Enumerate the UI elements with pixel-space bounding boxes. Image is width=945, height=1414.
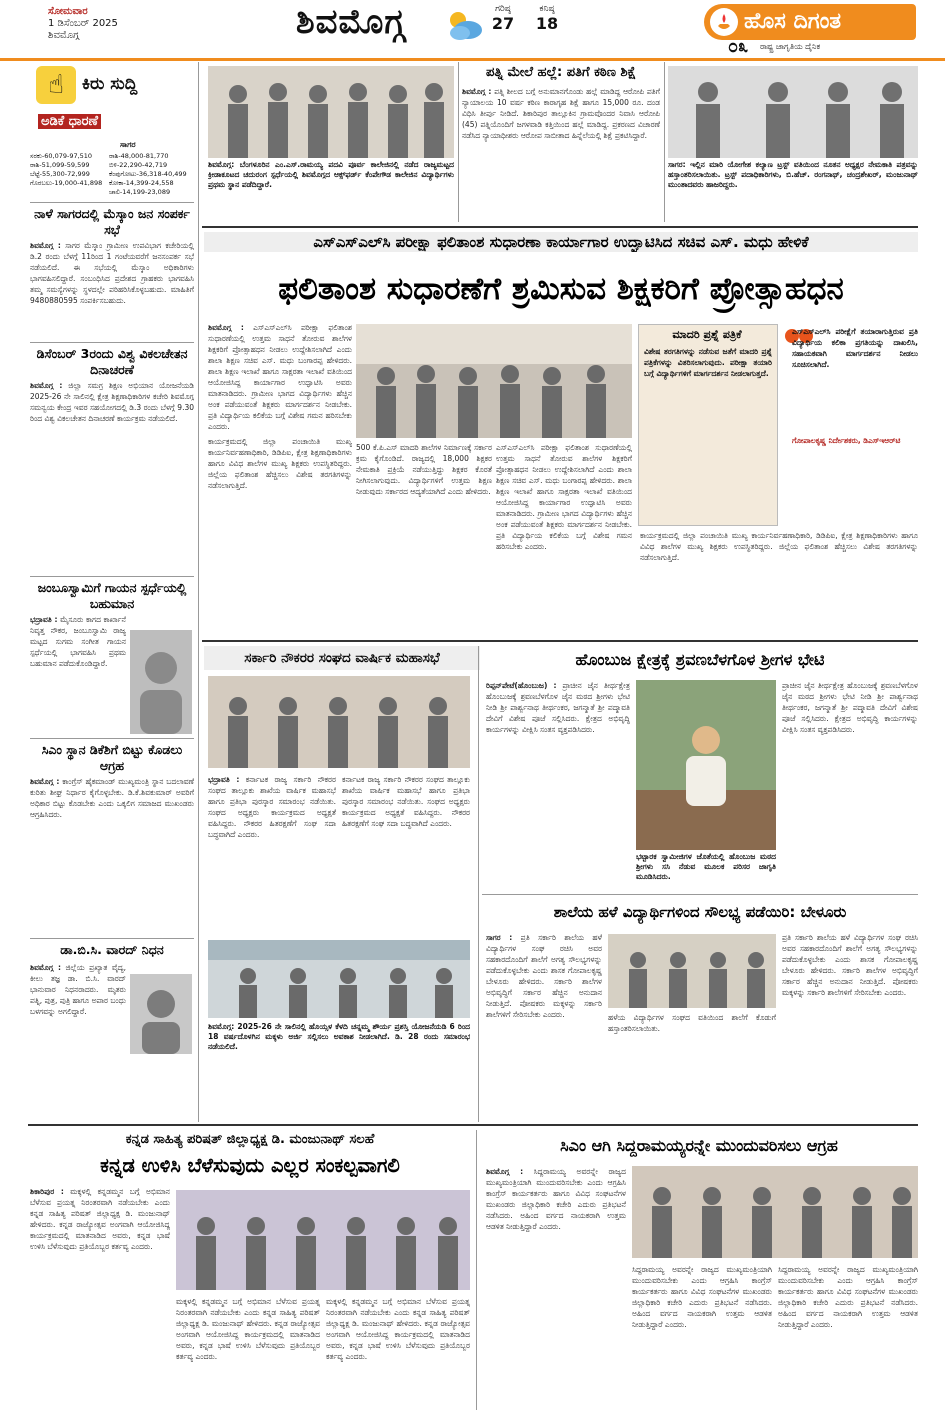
lamp-icon bbox=[710, 8, 738, 36]
rate-cell: ಬೆಟ್ಟೆ-55,300-72,999 bbox=[30, 170, 90, 178]
rate-cell: ರಾಶಿ-51,099-59,599 bbox=[30, 161, 90, 169]
lead-body-col4: ಕಾರ್ಯಕ್ರಮದಲ್ಲಿ ಜಿಲ್ಲಾ ಪಂಚಾಯಿತಿ ಮುಖ್ಯ ಕಾರ್ಯನಿರ್ವಹಣಾಧಿಕಾರಿ, ಡಿಡಿಪಿಐ, ಕ್ಷೇತ್ರ ಶಿಕ್ಷಣಾಧಿಕಾರಿಗಳು ಹಾಗೂ ವಿವಿಧ ಶಾಲೆಗಳ ಮುಖ್ಯ ಶಿಕ್ಷಕರು ಉಪಸ್ಥಿತರಿದ್ದರು. ಜಿಲ್ಲೆಯ ಫಲಿತಾಂಶ ಹೆಚ್ಚಿಸಲು ವಿಶೇಷ ತರಗತಿಗಳನ್ನು ನಡೆಸಲಾಗುತ್ತಿದೆ. bbox=[640, 531, 918, 562]
rate-cell: ಸರಕು-60,079-97,510 bbox=[30, 152, 93, 160]
adike-rates-table bbox=[30, 152, 194, 197]
chess-winners-caption: ಶಿವಮೊಗ್ಗ: ಬೆಂಗಳೂರಿನ ಎಂ.ಎಸ್.ರಾಮಯ್ಯ ಪದವಿ ಪೂರ್ವ ಕಾಲೇಜಿನಲ್ಲಿ ನಡೆದ ರಾಜ್ಯಮಟ್ಟದ ಕ್ರೀಡಾಕೂಟದ ಚದುರಂಗ ಸ್ಪರ್ಧೆಯಲ್ಲಿ ಶಿವಮೊಗ್ಗದ ಆಕ್ಸ್‌ಫರ್ಡ್ ಕೆಂಪೇಗೌಡ ಕಾಲೇಜಿನ ವಿದ್ಯಾರ್ಥಿಗಳು ಪ್ರಥಮ ಸ್ಥಾನ ಪಡೆದಿದ್ದಾರೆ. bbox=[208, 160, 454, 189]
cm-body-col1: ಶಿವಮೊಗ್ಗ : ಸಿದ್ದರಾಮಯ್ಯ ಅವರನ್ನೇ ರಾಜ್ಯದ ಮುಖ್ಯಮಂತ್ರಿಯಾಗಿ ಮುಂದುವರಿಸಬೇಕು ಎಂದು ಆಗ್ರಹಿಸಿ ಕಾಂಗ್ರೆಸ್ ಕಾರ್ಯಕರ್ತರು ಹಾಗೂ ವಿವಿಧ ಸಂಘಟನೆಗಳ ಮುಖಂಡರು ಜಿಲ್ಲಾಧಿಕಾರಿ ಕಚೇರಿ ಎದುರು ಪ್ರತಿಭಟನೆ ನಡೆಸಿದರು. ಅಹಿಂದ ವರ್ಗದ ನಾಯಕರಾಗಿ ಉತ್ತಮ ಆಡಳಿತ ನೀಡುತ್ತಿದ್ದಾರೆ ಎಂದರು. bbox=[486, 1167, 626, 1231]
brand-logo: ಹೊಸ ದಿಗಂತ bbox=[704, 4, 916, 40]
side-story-4-body: ಶಿವಮೊಗ್ಗ : ಕಾಂಗ್ರೆಸ್ ಹೈಕಮಾಂಡ್ ಮುಖ್ಯಮಂತ್ರಿ ಸ್ಥಾನ ಬದಲಾವಣೆ ಕುರಿತು ಶೀಘ್ರ ನಿರ್ಧಾರ ಕೈಗೊಳ್ಳಬೇಕು. ಡಿ.ಕೆ.ಶಿವಕುಮಾರ್ ಅವರಿಗೆ ಅಧಿಕಾರ ಬಿಟ್ಟು ಕೊಡಬೇಕು ಎಂದು ಒಕ್ಕಲಿಗ ಸಮಾಜದ ಮುಖಂಡರು ಆಗ್ರಹಿಸಿದರು. bbox=[30, 777, 194, 819]
hombuja-body-col1: ರಿಪ್ಪನ್‌ಪೇಟೆ(ಹೊಂಬುಜ) : ಪ್ರಾಚೀನ ಜೈನ ತೀರ್ಥಕ್ಷೇತ್ರ ಹೊಂಬುಜಕ್ಕೆ ಶ್ರವಣಬೆಳಗೊಳ ಜೈನ ಮಠದ ಶ್ರೀಗಳು ಭೇಟಿ ನೀಡಿ ಶ್ರೀ ಪಾರ್ಶ್ವನಾಥ ತೀರ್ಥಂಕರ, ಜಗನ್ಮಾತೆ ಶ್ರೀ ಪದ್ಮಾವತಿ ದೇವಿಗೆ ವಿಶೇಷ ಪೂಜೆ ಸಲ್ಲಿಸಿದರು. ಕ್ಷೇತ್ರದ ಅಭಿವೃದ್ಧಿ ಕಾರ್ಯಗಳನ್ನು ವೀಕ್ಷಿಸಿ ಸಂತಸ ವ್ಯಕ್ತಪಡಿಸಿದರು. bbox=[486, 681, 630, 734]
date-block bbox=[48, 6, 118, 42]
cm-headline: ಸಿಎಂ ಆಗಿ ಸಿದ್ದರಾಮಯ್ಯರನ್ನೇ ಮುಂದುವರಿಸಲು ಆಗ್ರಹ bbox=[560, 1136, 838, 1155]
rate-row bbox=[30, 161, 194, 170]
govt-photo bbox=[208, 676, 470, 768]
rate-cell bbox=[30, 188, 109, 197]
kiru-suddi-title: ಕಿರು ಸುದ್ದಿ bbox=[82, 74, 138, 94]
rate-cell: ಕೋಕಾ-14,399-24,558 bbox=[109, 179, 174, 187]
cm-body-col3: ಸಿದ್ದರಾಮಯ್ಯ ಅವರನ್ನೇ ರಾಜ್ಯದ ಮುಖ್ಯಮಂತ್ರಿಯಾಗಿ ಮುಂದುವರಿಸಬೇಕು ಎಂದು ಆಗ್ರಹಿಸಿ ಕಾಂಗ್ರೆಸ್ ಕಾರ್ಯಕರ್ತರು ಹಾಗೂ ವಿವಿಧ ಸಂಘಟನೆಗಳ ಮುಖಂಡರು ಜಿಲ್ಲಾಧಿಕಾರಿ ಕಚೇರಿ ಎದುರು ಪ್ರತಿಭಟನೆ ನಡೆಸಿದರು. ಅಹಿಂದ ವರ್ಗದ ನಾಯಕರಾಗಿ ಉತ್ತಮ ಆಡಳಿತ ನೀಡುತ್ತಿದ್ದಾರೆ ಎಂದರು. bbox=[778, 1265, 918, 1329]
hombuja-head: ಹೊಂಬುಜ ಕ್ಷೇತ್ರಕ್ಕೆ ಶ್ರವಣಬೆಳಗೊಳ ಶ್ರೀಗಳ ಭೇಟಿ bbox=[575, 650, 825, 669]
rate-row bbox=[30, 170, 194, 179]
lead-body-col2: 500 ಕೆ.ಪಿ.ಎಸ್ ಮಾದರಿ ಶಾಲೆಗಳ ನಿರ್ಮಾಣಕ್ಕೆ ಸರ್ಕಾರ ಕ್ರಮ ಕೈಗೊಂಡಿದೆ. ರಾಜ್ಯದಲ್ಲಿ 18,000 ಶಿಕ್ಷಕರ ನೇಮಕಾತಿ ಪ್ರಕ್ರಿಯೆ ನಡೆಯುತ್ತಿದ್ದು ಶಿಕ್ಷಕರ ಕೊರತೆ ನೀಗಿಸಲಾಗುವುದು. ವಿದ್ಯಾರ್ಥಿಗಳಿಗೆ ಉತ್ತಮ ಶಿಕ್ಷಣ ನೀಡುವುದು ಸರ್ಕಾರದ ಆದ್ಯತೆಯಾಗಿದೆ ಎಂದು ಹೇಳಿದರು. bbox=[356, 443, 492, 496]
city-title: ಶಿವಮೊಗ್ಗ bbox=[296, 2, 406, 42]
brand-tagline: ರಾಷ್ಟ್ರ ಜಾಗೃತಿಯ ದೈನಿಕ bbox=[760, 42, 821, 51]
award-photo bbox=[208, 940, 470, 1018]
school-photo bbox=[608, 934, 776, 1008]
cm-photo bbox=[632, 1166, 918, 1258]
rate-row bbox=[30, 152, 194, 161]
weekday: ಸೋಮವಾರ bbox=[48, 6, 88, 17]
lead-body-col3: ಎಸ್‌ಎಸ್‌ಎಲ್‌ಸಿ ಪರೀಕ್ಷಾ ಫಲಿತಾಂಶ ಸುಧಾರಣೆಯಲ್ಲಿ ಉತ್ತಮ ಸಾಧನೆ ತೋರುವ ಶಾಲೆಗಳ ಶಿಕ್ಷಕರಿಗೆ ಪ್ರೋತ್ಸಾಹಧನ ನೀಡಲು ಉದ್ದೇಶಿಸಲಾಗಿದೆ ಎಂದು ಶಾಲಾ ಶಿಕ್ಷಣ ಸಚಿವ ಎಸ್. ಮಧು ಬಂಗಾರಪ್ಪ ಹೇಳಿದರು. ಶಾಲಾ ಶಿಕ್ಷಣ ಇಲಾಖೆ ಹಾಗೂ ಸಾಕ್ಷರತಾ ಇಲಾಖೆ ವತಿಯಿಂದ ಆಯೋಜಿಸಿದ್ದ ಕಾರ್ಯಾಗಾರ ಉದ್ಘಾಟಿಸಿ ಅವರು ಮಾತನಾಡಿದರು. ಗ್ರಾಮೀಣ ಭಾಗದ ವಿದ್ಯಾರ್ಥಿಗಳು ಹೆಚ್ಚಿನ ಅಂಕ ಪಡೆಯುವಂತೆ ಶಿಕ್ಷಕರು ಮಾರ್ಗದರ್ಶನ ನೀಡಬೇಕು. ಪ್ರತಿ ವಿದ್ಯಾರ್ಥಿಯ ಕಲಿಕೆಯ ಬಗ್ಗೆ ವಿಶೇಷ ಗಮನ ಹರಿಸಬೇಕು ಎಂದರು. bbox=[496, 443, 632, 551]
govt-story-head: ಸರ್ಕಾರಿ ನೌಕರರ ಸಂಘದ ವಾರ್ಷಿಕ ಮಹಾಸಭೆ bbox=[204, 646, 480, 670]
rate-row bbox=[30, 179, 194, 188]
hombuja-caption: ಭಟ್ಟಾರಕ ಸ್ವಾಮೀಜಿಗಳ ಜೊತೆಯಲ್ಲಿ ಹೊಂಬುಜ ಮಠದ ಶ್ರೀಗಳು ಸಸಿ ನೆಡುವ ಮೂಲಕ ಪರಿಸರ ಜಾಗೃತಿ ಮೂಡಿಸಿದರು. bbox=[636, 852, 776, 881]
date: 1 ಡಿಸೆಂಬರ್ 2025 bbox=[48, 18, 118, 29]
school-body-col2: ಹಳೆಯ ವಿದ್ಯಾರ್ಥಿಗಳ ಸಂಘದ ವತಿಯಿಂದ ಶಾಲೆಗೆ ಕೊಡುಗೆ ಹಸ್ತಾಂತರಿಸಲಾಯಿತು. bbox=[608, 1013, 776, 1033]
lead-kicker: ಎಸ್‌ಎಸ್‌ಎಲ್‌ಸಿ ಪರೀಕ್ಷಾ ಫಲಿತಾಂಶ ಸುಧಾರಣಾ ಕಾರ್ಯಾಗಾರ ಉದ್ಘಾಟಿಸಿದ ಸಚಿವ ಎಸ್. ಮಧು ಹೇಳಿಕೆ bbox=[204, 232, 918, 252]
kannada-photo bbox=[176, 1190, 470, 1290]
side-story-2-head: ಡಿಸೆಂಬರ್ 3ರಂದು ವಿಶ್ವ ವಿಕಲಚೇತನ ದಿನಾಚರಣೆ bbox=[36, 346, 188, 377]
rate-cell: ಗೊರಬಲು-19,000-41,898 bbox=[30, 179, 103, 187]
school-head: ಶಾಲೆಯ ಹಳೆ ವಿದ್ಯಾರ್ಥಿಗಳಿಂದ ಸೌಲಭ್ಯ ಪಡೆಯಿರಿ: ಬೇಳೂರು bbox=[553, 903, 847, 921]
kannada-body-col2: ಮಕ್ಕಳಲ್ಲಿ ಕನ್ನಡಮ್ಮನ ಬಗ್ಗೆ ಅಭಿಮಾನ ಬೆಳೆಸುವ ಪ್ರಯತ್ನ ನಿರಂತರವಾಗಿ ನಡೆಯಬೇಕು ಎಂದು ಕನ್ನಡ ಸಾಹಿತ್ಯ ಪರಿಷತ್ ಜಿಲ್ಲಾಧ್ಯಕ್ಷ ಡಿ. ಮಂಜುನಾಥ್ ಹೇಳಿದರು. ಕನ್ನಡ ರಾಜ್ಯೋತ್ಸವ ಅಂಗವಾಗಿ ಆಯೋಜಿಸಿದ್ದ ಕಾರ್ಯಕ್ರಮದಲ್ಲಿ ಮಾತನಾಡಿದ ಅವರು, ಕನ್ನಡ ಭಾಷೆ ಉಳಿಸಿ ಬೆಳೆಸುವುದು ಪ್ರತಿಯೊಬ್ಬರ ಕರ್ತವ್ಯ ಎಂದರು. bbox=[176, 1297, 320, 1361]
school-body-col3: ಪ್ರತಿ ಸರ್ಕಾರಿ ಶಾಲೆಯ ಹಳೆ ವಿದ್ಯಾರ್ಥಿಗಳ ಸಂಘ ರಚಿಸಿ ಅವರ ಸಹಕಾರದೊಂದಿಗೆ ಶಾಲೆಗೆ ಅಗತ್ಯ ಸೌಲಭ್ಯಗಳನ್ನು ಪಡೆದುಕೊಳ್ಳಬೇಕು ಎಂದು ಶಾಸಕ ಗೋಪಾಲಕೃಷ್ಣ ಬೇಳೂರು ಹೇಳಿದರು. ಸರ್ಕಾರಿ ಶಾಲೆಗಳ ಅಭಿವೃದ್ಧಿಗೆ ಸರ್ಕಾರ ಹೆಚ್ಚಿನ ಅನುದಾನ ನೀಡುತ್ತಿದೆ. ಪೋಷಕರು ಮಕ್ಕಳನ್ನು ಸರ್ಕಾರಿ ಶಾಲೆಗಳಿಗೆ ಸೇರಿಸಬೇಕು ಎಂದರು. bbox=[782, 933, 918, 997]
govt-body-col1: ಭದ್ರಾವತಿ : ಕರ್ನಾಟಕ ರಾಜ್ಯ ಸರ್ಕಾರಿ ನೌಕರರ ಸಂಘದ ತಾಲ್ಲೂಕು ಶಾಖೆಯ ವಾರ್ಷಿಕ ಮಹಾಸಭೆ ಹಾಗೂ ಪ್ರತಿಭಾ ಪುರಸ್ಕಾರ ಸಮಾರಂಭ ನಡೆಯಿತು. ಸಂಘದ ಅಧ್ಯಕ್ಷರು ಕಾರ್ಯಕ್ರಮದ ಅಧ್ಯಕ್ಷತೆ ವಹಿಸಿದ್ದರು. ನೌಕರರ ಹಿತರಕ್ಷಣೆಗೆ ಸಂಘ ಸದಾ ಬದ್ಧವಾಗಿದೆ ಎಂದರು. bbox=[208, 775, 336, 839]
temp-min: ಕನಿಷ್ಠ 18 bbox=[535, 4, 559, 33]
assault-story-body: ಶಿವಮೊಗ್ಗ : ಪತ್ನಿ ಶೀಲದ ಬಗ್ಗೆ ಅನುಮಾನಗೊಂಡು ಹಲ್ಲೆ ಮಾಡಿದ್ದ ಆರೋಪಿ ಪತಿಗೆ ನ್ಯಾಯಾಲಯ 10 ವರ್ಷ ಕಠಿಣ ಕಾರಾಗೃಹ ಶಿಕ್ಷೆ ಹಾಗೂ 15,000 ರೂ. ದಂಡ ವಿಧಿಸಿ ತೀರ್ಪು ನೀಡಿದೆ. ಶಿಕಾರಿಪುರ ತಾಲ್ಲೂಕಿನ ಗ್ರಾಮವೊಂದರ ನಿವಾಸಿ ಆರೋಪಿ (45) ಪತ್ನಿಯೊಂದಿಗೆ ಜಗಳವಾಡಿ ಕತ್ತಿಯಿಂದ ಹಲ್ಲೆ ಮಾಡಿದ್ದ. ಪ್ರಕರಣದ ವಿಚಾರಣೆ ನಡೆಸಿದ ನ್ಯಾಯಾಧೀಶರು ಆರೋಪ ಸಾಬೀತಾದ ಹಿನ್ನೆಲೆಯಲ್ಲಿ ಶಿಕ್ಷೆ ಪ್ರಕಟಿಸಿದ್ದಾರೆ. bbox=[462, 87, 660, 140]
govt-body-col2: ಕರ್ನಾಟಕ ರಾಜ್ಯ ಸರ್ಕಾರಿ ನೌಕರರ ಸಂಘದ ತಾಲ್ಲೂಕು ಶಾಖೆಯ ವಾರ್ಷಿಕ ಮಹಾಸಭೆ ಹಾಗೂ ಪ್ರತಿಭಾ ಪುರಸ್ಕಾರ ಸಮಾರಂಭ ನಡೆಯಿತು. ಸಂಘದ ಅಧ್ಯಕ್ಷರು ಕಾರ್ಯಕ್ರಮದ ಅಧ್ಯಕ್ಷತೆ ವಹಿಸಿದ್ದರು. ನೌಕರರ ಹಿತರಕ್ಷಣೆಗೆ ಸಂಘ ಸದಾ ಬದ್ಧವಾಗಿದೆ ಎಂದರು. bbox=[342, 775, 470, 828]
portrait-photo bbox=[130, 630, 192, 734]
trust-photo bbox=[668, 66, 918, 158]
cm-body-col2: ಸಿದ್ದರಾಮಯ್ಯ ಅವರನ್ನೇ ರಾಜ್ಯದ ಮುಖ್ಯಮಂತ್ರಿಯಾಗಿ ಮುಂದುವರಿಸಬೇಕು ಎಂದು ಆಗ್ರಹಿಸಿ ಕಾಂಗ್ರೆಸ್ ಕಾರ್ಯಕರ್ತರು ಹಾಗೂ ವಿವಿಧ ಸಂಘಟನೆಗಳ ಮುಖಂಡರು ಜಿಲ್ಲಾಧಿಕಾರಿ ಕಚೇರಿ ಎದುರು ಪ್ರತಿಭಟನೆ ನಡೆಸಿದರು. ಅಹಿಂದ ವರ್ಗದ ನಾಯಕರಾಗಿ ಉತ್ತಮ ಆಡಳಿತ ನೀಡುತ್ತಿದ್ದಾರೆ ಎಂದರು. bbox=[632, 1265, 772, 1329]
lead-body-col1: ಶಿವಮೊಗ್ಗ : ಎಸ್‌ಎಸ್‌ಎಲ್‌ಸಿ ಪರೀಕ್ಷಾ ಫಲಿತಾಂಶ ಸುಧಾರಣೆಯಲ್ಲಿ ಉತ್ತಮ ಸಾಧನೆ ತೋರುವ ಶಾಲೆಗಳ ಶಿಕ್ಷಕರಿಗೆ ಪ್ರೋತ್ಸಾಹಧನ ನೀಡಲು ಉದ್ದೇಶಿಸಲಾಗಿದೆ ಎಂದು ಶಾಲಾ ಶಿಕ್ಷಣ ಸಚಿವ ಎಸ್. ಮಧು ಬಂಗಾರಪ್ಪ ಹೇಳಿದರು. ಶಾಲಾ ಶಿಕ್ಷಣ ಇಲಾಖೆ ಹಾಗೂ ಸಾಕ್ಷರತಾ ಇಲಾಖೆ ವತಿಯಿಂದ ಆಯೋಜಿಸಿದ್ದ ಕಾರ್ಯಾಗಾರ ಉದ್ಘಾಟಿಸಿ ಅವರು ಮಾತನಾಡಿದರು. ಗ್ರಾಮೀಣ ಭಾಗದ ವಿದ್ಯಾರ್ಥಿಗಳು ಹೆಚ್ಚಿನ ಅಂಕ ಪಡೆಯುವಂತೆ ಶಿಕ್ಷಕರು ಮಾರ್ಗದರ್ಶನ ನೀಡಬೇಕು. ಪ್ರತಿ ವಿದ್ಯಾರ್ಥಿಯ ಕಲಿಕೆಯ ಬಗ್ಗೆ ವಿಶೇಷ ಗಮನ ಹರಿಸಬೇಕು ಎಂದರು. bbox=[208, 323, 352, 431]
hand-icon: ☝ bbox=[36, 66, 76, 104]
temp-max: ಗರಿಷ್ಠ 27 bbox=[491, 4, 515, 33]
edition: ಶಿವಮೊಗ್ಗ bbox=[48, 30, 80, 41]
quote-by: ಗೋಪಾಲಕೃಷ್ಣ ನಿರ್ದೇಶಕರು, ಡಿಎಸ್‌ಇಆರ್‌ಟಿ bbox=[792, 436, 901, 445]
adike-title: ಅಡಿಕೆ ಧಾರಣೆ bbox=[38, 114, 118, 134]
hombuja-body-col3: ಪ್ರಾಚೀನ ಜೈನ ತೀರ್ಥಕ್ಷೇತ್ರ ಹೊಂಬುಜಕ್ಕೆ ಶ್ರವಣಬೆಳಗೊಳ ಜೈನ ಮಠದ ಶ್ರೀಗಳು ಭೇಟಿ ನೀಡಿ ಶ್ರೀ ಪಾರ್ಶ್ವನಾಥ ತೀರ್ಥಂಕರ, ಜಗನ್ಮಾತೆ ಶ್ರೀ ಪದ್ಮಾವತಿ ದೇವಿಗೆ ವಿಶೇಷ ಪೂಜೆ ಸಲ್ಲಿಸಿದರು. ಕ್ಷೇತ್ರದ ಅಭಿವೃದ್ಧಿ ಕಾರ್ಯಗಳನ್ನು ವೀಕ್ಷಿಸಿ ಸಂತಸ ವ್ಯಕ್ತಪಡಿಸಿದರು. bbox=[782, 681, 918, 734]
side-story-1-body: ಶಿವಮೊಗ್ಗ : ಸಾಗರ ಮೆಸ್ಕಾಂ ಗ್ರಾಮೀಣ ಉಪವಿಭಾಗ ಕಚೇರಿಯಲ್ಲಿ ಡಿ.2 ರಂದು ಬೆಳಗ್ಗೆ 11ರಿಂದ 1 ಗಂಟೆಯವರೆಗೆ ಜನಸಂಪರ್ಕ ಸಭೆ ನಡೆಯಲಿದೆ. ಈ ಸಭೆಯಲ್ಲಿ ಮೆಸ್ಕಾಂ ಅಧಿಕಾರಿಗಳು ಭಾಗವಹಿಸಲಿದ್ದಾರೆ. ಸಂಬಂಧಿಸಿದ ಪ್ರದೇಶದ ಗ್ರಾಹಕರು ಭಾಗವಹಿಸಿ ತಮ್ಮ ಸಮಸ್ಯೆಗಳನ್ನು ಸ್ಥಳದಲ್ಲೇ ಪರಿಹರಿಸಿಕೊಳ್ಳಬಹುದು. ಮಾಹಿತಿಗೆ 9480880595 ಸಂಪರ್ಕಿಸಬಹುದು. bbox=[30, 241, 194, 305]
trust-caption: ಸಾಗರ: ಇಲ್ಲಿನ ಮಾರಿ ಯೋಗೇಶ ಕಲ್ಯಾಣ ಟ್ರಸ್ಟ್ ವತಿಯಿಂದ ನೂತನ ಅಧ್ಯಕ್ಷರ ನೇಮಕಾತಿ ಪತ್ರವನ್ನು ಹಸ್ತಾಂತರಿಸಲಾಯಿತು. ಟ್ರಸ್ಟ್ ಪದಾಧಿಕಾರಿಗಳು, ಬಿ.ಹೆಚ್. ರಂಗನಾಥ್, ಚಂದ್ರಶೇಖರ್, ಮಂಜುನಾಥ್ ಮುಂತಾದವರು ಹಾಜರಿದ್ದರು. bbox=[668, 160, 918, 189]
hombuja-photo bbox=[636, 680, 776, 850]
page-number: ೦೩ bbox=[728, 36, 749, 57]
rate-row bbox=[30, 188, 194, 197]
obituary-photo bbox=[130, 974, 192, 1054]
school-body-col1: ಸಾಗರ : ಪ್ರತಿ ಸರ್ಕಾರಿ ಶಾಲೆಯ ಹಳೆ ವಿದ್ಯಾರ್ಥಿಗಳ ಸಂಘ ರಚಿಸಿ ಅವರ ಸಹಕಾರದೊಂದಿಗೆ ಶಾಲೆಗೆ ಅಗತ್ಯ ಸೌಲಭ್ಯಗಳನ್ನು ಪಡೆದುಕೊಳ್ಳಬೇಕು ಎಂದು ಶಾಸಕ ಗೋಪಾಲಕೃಷ್ಣ ಬೇಳೂರು ಹೇಳಿದರು. ಸರ್ಕಾರಿ ಶಾಲೆಗಳ ಅಭಿವೃದ್ಧಿಗೆ ಸರ್ಕಾರ ಹೆಚ್ಚಿನ ಅನುದಾನ ನೀಡುತ್ತಿದೆ. ಪೋಷಕರು ಮಕ್ಕಳನ್ನು ಸರ್ಕಾರಿ ಶಾಲೆಗಳಿಗೆ ಸೇರಿಸಬೇಕು ಎಂದರು. bbox=[486, 933, 602, 1019]
side-story-2-body: ಶಿವಮೊಗ್ಗ : ಜಿಲ್ಲಾ ಸಮಗ್ರ ಶಿಕ್ಷಣ ಅಭಿಯಾನ ಯೋಜನೆಯಡಿ 2025-26 ನೇ ಸಾಲಿನಲ್ಲಿ ಕ್ಷೇತ್ರ ಶಿಕ್ಷಣಾಧಿಕಾರಿಗಳ ಕಚೇರಿ ಶಿವಮೊಗ್ಗ ಸಮನ್ವಯ ಕೇಂದ್ರ ಇವರ ಸಹಯೋಗದಲ್ಲಿ ಡಿ.3 ರಂದು ಬೆಳಗ್ಗೆ 9.30 ರಿಂದ ವಿಶ್ವ ವಿಕಲಚೇತನ ದಿನಾಚರಣೆ ಕಾರ್ಯಕ್ರಮ ನಡೆಯಲಿದೆ. bbox=[30, 381, 194, 423]
kannada-body-col3: ಮಕ್ಕಳಲ್ಲಿ ಕನ್ನಡಮ್ಮನ ಬಗ್ಗೆ ಅಭಿಮಾನ ಬೆಳೆಸುವ ಪ್ರಯತ್ನ ನಿರಂತರವಾಗಿ ನಡೆಯಬೇಕು ಎಂದು ಕನ್ನಡ ಸಾಹಿತ್ಯ ಪರಿಷತ್ ಜಿಲ್ಲಾಧ್ಯಕ್ಷ ಡಿ. ಮಂಜುನಾಥ್ ಹೇಳಿದರು. ಕನ್ನಡ ರಾಜ್ಯೋತ್ಸವ ಅಂಗವಾಗಿ ಆಯೋಜಿಸಿದ್ದ ಕಾರ್ಯಕ್ರಮದಲ್ಲಿ ಮಾತನಾಡಿದ ಅವರು, ಕನ್ನಡ ಭಾಷೆ ಉಳಿಸಿ ಬೆಳೆಸುವುದು ಪ್ರತಿಯೊಬ್ಬರ ಕರ್ತವ್ಯ ಎಂದರು. bbox=[326, 1297, 470, 1361]
side-story-3-body: ಭದ್ರಾವತಿ : ಮೈಸೂರು ಕಾಗದ ಕಾರ್ಖಾನೆ ನಿವೃತ್ತ ನೌಕರ, ಜಂಬೂಸ್ವಾಮಿ ರಾಜ್ಯ ಮಟ್ಟದ ಸುಗಮ ಸಂಗೀತ ಗಾಯನ ಸ್ಪರ್ಧೆಯಲ್ಲಿ ಭಾಗವಹಿಸಿ ಪ್ರಥಮ ಬಹುಮಾನ ಪಡೆದುಕೊಂಡಿದ್ದಾರೆ. bbox=[30, 615, 126, 668]
market-name: ಸಾಗರ bbox=[120, 140, 136, 149]
side-story-4-head: ಸಿಎಂ ಸ್ಥಾನ ಡಿಕೆಶಿಗೆ ಬಿಟ್ಟು ಕೊಡಲು ಆಗ್ರಹ bbox=[41, 742, 183, 773]
award-caption: ಶಿವಮೊಗ್ಗ: 2025-26 ನೇ ಸಾಲಿನಲ್ಲಿ ಹೊಯ್ಸಳ ಕೆಳದಿ ಚನ್ನಮ್ಮ ಶೌರ್ಯ ಪ್ರಶಸ್ತಿ ಯೋಜನೆಯಡಿ 6 ರಿಂದ 18 ವರ್ಷದೊಳಗಿನ ಮಕ್ಕಳು ಅರ್ಜಿ ಸಲ್ಲಿಸಲು ಅವಕಾಶ ನೀಡಲಾಗಿದೆ. ಡಿ. 28 ರಂದು ಸಮಾರಂಭ ನಡೆಯಲಿದೆ. bbox=[208, 1022, 470, 1051]
chess-winners-photo bbox=[208, 66, 454, 158]
side-story-5-head: ಡಾ.ಬಿ.ಸಿ. ವಾರದ್ ನಿಧನ bbox=[60, 942, 164, 957]
lead-headline: ಫಲಿತಾಂಶ ಸುಧಾರಣೆಗೆ ಶ್ರಮಿಸುವ ಶಿಕ್ಷಕರಿಗೆ ಪ್ರೋತ್ಸಾಹಧನ bbox=[278, 271, 844, 307]
lead-body-col1b: ಕಾರ್ಯಕ್ರಮದಲ್ಲಿ ಜಿಲ್ಲಾ ಪಂಚಾಯಿತಿ ಮುಖ್ಯ ಕಾರ್ಯನಿರ್ವಹಣಾಧಿಕಾರಿ, ಡಿಡಿಪಿಐ, ಕ್ಷೇತ್ರ ಶಿಕ್ಷಣಾಧಿಕಾರಿಗಳು ಹಾಗೂ ವಿವಿಧ ಶಾಲೆಗಳ ಮುಖ್ಯ ಶಿಕ್ಷಕರು ಉಪಸ್ಥಿತರಿದ್ದರು. ಜಿಲ್ಲೆಯ ಫಲಿತಾಂಶ ಹೆಚ್ಚಿಸಲು ವಿಶೇಷ ತರಗತಿಗಳನ್ನು ನಡೆಸಲಾಗುತ್ತಿದೆ. bbox=[208, 437, 352, 490]
sample-paper-body: ವಿಶೇಷ ತರಗತಿಗಳನ್ನು ನಡೆಸುವ ಜತೆಗೆ ಮಾದರಿ ಪ್ರಶ್ನೆ ಪತ್ರಿಕೆಗಳನ್ನು ವಿತರಿಸಲಾಗುವುದು. ಪರೀಕ್ಷಾ ತಯಾರಿ ಬಗ್ಗೆ ವಿದ್ಯಾರ್ಥಿಗಳಿಗೆ ಮಾರ್ಗದರ್ಶನ ನೀಡಲಾಗುತ್ತದೆ. bbox=[644, 347, 772, 378]
rate-cell: ರಾಶಿ-48,000-81,770 bbox=[109, 152, 169, 160]
assault-story-head: ಪತ್ನಿ ಮೇಲೆ ಹಲ್ಲೆ: ಪತಿಗೆ ಕಠಿಣ ಶಿಕ್ಷೆ bbox=[485, 65, 637, 80]
side-story-1-head: ನಾಳೆ ಸಾಗರದಲ್ಲಿ ಮೆಸ್ಕಾಂ ಜನ ಸಂಪರ್ಕ ಸಭೆ bbox=[34, 206, 190, 237]
kannada-body-col1: ಶಿಕಾರಿಪುರ : ಮಕ್ಕಳಲ್ಲಿ ಕನ್ನಡಮ್ಮನ ಬಗ್ಗೆ ಅಭಿಮಾನ ಬೆಳೆಸುವ ಪ್ರಯತ್ನ ನಿರಂತರವಾಗಿ ನಡೆಯಬೇಕು ಎಂದು ಕನ್ನಡ ಸಾಹಿತ್ಯ ಪರಿಷತ್ ಜಿಲ್ಲಾಧ್ಯಕ್ಷ ಡಿ. ಮಂಜುನಾಥ್ ಹೇಳಿದರು. ಕನ್ನಡ ರಾಜ್ಯೋತ್ಸವ ಅಂಗವಾಗಿ ಆಯೋಜಿಸಿದ್ದ ಕಾರ್ಯಕ್ರಮದಲ್ಲಿ ಮಾತನಾಡಿದ ಅವರು, ಕನ್ನಡ ಭಾಷೆ ಉಳಿಸಿ ಬೆಳೆಸುವುದು ಪ್ರತಿಯೊಬ್ಬರ ಕರ್ತವ್ಯ ಎಂದರು. bbox=[30, 1187, 170, 1251]
side-story-5-body: ಶಿವಮೊಗ್ಗ : ಜಿಲ್ಲೆಯ ಪ್ರಖ್ಯಾತ ವೈದ್ಯ, ಕೀಲು ತಜ್ಞ ಡಾ. ಬಿ.ಸಿ. ವಾರದ್ ಭಾನುವಾರ ನಿಧನರಾದರು. ಮೃತರು ಪತ್ನಿ, ಪುತ್ರ, ಪುತ್ರಿ ಹಾಗೂ ಅಪಾರ ಬಂಧು ಬಳಗವನ್ನು ಅಗಲಿದ್ದಾರೆ. bbox=[30, 963, 126, 1016]
weather-icon bbox=[442, 6, 486, 46]
quote-text: ಎಸ್‌ಎಸ್‌ಎಲ್‌ಸಿ ಪರೀಕ್ಷೆಗೆ ತಯಾರಾಗುತ್ತಿರುವ ಪ್ರತಿ ವಿದ್ಯಾರ್ಥಿಯ ಕಲಿಕಾ ಪ್ರಗತಿಯನ್ನು ದಾಖಲಿಸಿ, ಸಹಾಯಕವಾಗಿ ಮಾರ್ಗದರ್ಶನ ನೀಡಲು ಸೂಚಿಸಲಾಗಿದೆ. bbox=[792, 327, 918, 369]
side-story-3-head: ಜಂಬೂಸ್ವಾಮಿಗೆ ಗಾಯನ ಸ್ಪರ್ಧೆಯಲ್ಲಿ ಬಹುಮಾನ bbox=[37, 580, 187, 611]
kannada-kicker: ಕನ್ನಡ ಸಾಹಿತ್ಯ ಪರಿಷತ್ ಜಿಲ್ಲಾಧ್ಯಕ್ಷ ಡಿ. ಮಂಜುನಾಥ್ ಸಲಹೆ bbox=[125, 1132, 375, 1147]
kannada-headline: ಕನ್ನಡ ಉಳಿಸಿ ಬೆಳೆಸುವುದು ಎಲ್ಲರ ಸಂಕಲ್ಪವಾಗಲಿ bbox=[100, 1154, 400, 1177]
rate-cell: ಬಿಳಿ-22,290-42,719 bbox=[109, 161, 168, 169]
rate-cell: ಚಾಲಿ-14,199-23,089 bbox=[109, 188, 171, 196]
lead-photo bbox=[356, 324, 632, 438]
rate-cell: ಕೆಂಪುಗೋಟು-36,318-40,499 bbox=[109, 170, 187, 178]
sample-paper-head: ಮಾದರಿ ಪ್ರಶ್ನೆ ಪತ್ರಿಕೆ bbox=[672, 328, 742, 341]
